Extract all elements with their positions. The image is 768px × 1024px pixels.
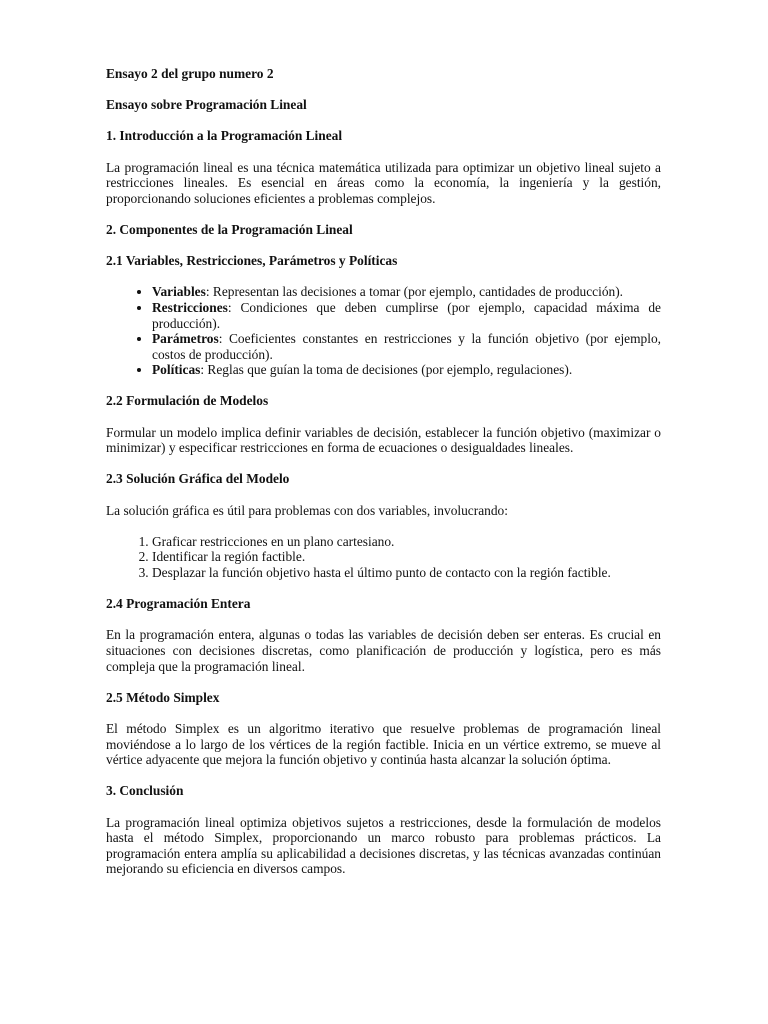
list-item: 3. Desplazar la función objetivo hasta el último punto de contacto con la región factible. <box>152 565 661 581</box>
list-item-text: : Representan las decisiones a tomar (por ejemplo, cantidades de producción). <box>205 284 624 300</box>
list-item-term: Parámetros <box>152 331 219 347</box>
list-item-term: Variables <box>152 284 206 300</box>
list-item-text: : Reglas que guían la toma de decisiones (por ejemplo, regulaciones). <box>200 362 573 378</box>
essay-title: Ensayo sobre Programación Lineal <box>106 97 307 113</box>
list-item <box>152 284 661 300</box>
list-item <box>152 362 661 378</box>
list-item: 1. Graficar restricciones en un plano cartesiano. <box>152 534 661 550</box>
section-2-5-heading: 2.5 Método Simplex <box>106 689 220 705</box>
graphic-steps-list <box>106 534 661 581</box>
section-2-4-body: En la programación entera, algunas o todas las variables de decisión deben ser enteras. Es crucial en situaciones con decisiones discretas, como planificación de producción y logística, pero es más compleja que la programación lineal. <box>106 627 661 674</box>
section-1-body: La programación lineal es una técnica matemática utilizada para optimizar un objetivo lineal sujeto a restricciones lineales. Es esencial en áreas como la economía, la ingeniería y la gestión, proporcionando soluciones eficientes a problemas complejos. <box>106 159 661 206</box>
list-item <box>152 331 661 362</box>
components-list <box>106 284 661 378</box>
section-2-heading: 2. Componentes de la Programación Lineal <box>106 221 353 237</box>
section-2-2-heading: 2.2 Formulación de Modelos <box>106 393 269 409</box>
list-item-term: Restricciones <box>152 299 228 315</box>
section-2-1-heading: 2.1 Variables, Restricciones, Parámetros y Políticas <box>106 253 398 269</box>
document-title: Ensayo 2 del grupo numero 2 <box>106 66 274 81</box>
section-2-3-body: La solución gráfica es útil para problemas con dos variables, involucrando: <box>106 502 508 518</box>
section-2-4-heading: 2.4 Programación Entera <box>106 596 251 612</box>
list-item-text: : Coeficientes constantes en restricciones y la función objetivo (por ejemplo, costos de producción). <box>152 331 661 362</box>
list-item-term: Políticas <box>152 362 201 378</box>
section-2-2-body: Formular un modelo implica definir variables de decisión, establecer la función objetivo (maximizar o minimizar) y especificar restricciones en forma de ecuaciones o desigualdades lineales. <box>106 424 661 456</box>
section-1-heading: 1. Introducción a la Programación Lineal <box>106 128 343 144</box>
section-2-3-heading: 2.3 Solución Gráfica del Modelo <box>106 471 290 487</box>
section-3-body: La programación lineal optimiza objetivos sujetos a restricciones, desde la formulación de modelos hasta el método Simplex, proporcionando un marco robusto para problemas prácticos. La programación entera amplía su aplicabilidad a decisiones discretas, y las técnicas avanzadas continúan mejorando su eficiencia en diversos campos. <box>106 814 661 877</box>
document-page <box>106 66 661 877</box>
list-item: 2. Identificar la región factible. <box>152 549 661 565</box>
section-2-5-body: El método Simplex es un algoritmo iterativo que resuelve problemas de programación lineal moviéndose a lo largo de los vértices de la región factible. Inicia en un vértice extremo, se mueve al vértice adyacente que mejora la función objetivo y continúa hasta alcanzar la solución óptima. <box>106 720 661 768</box>
section-3-heading: 3. Conclusión <box>106 783 184 799</box>
list-item <box>152 300 661 331</box>
list-item-text: : Condiciones que deben cumplirse (por ejemplo, capacidad máxima de producción). <box>152 299 661 331</box>
